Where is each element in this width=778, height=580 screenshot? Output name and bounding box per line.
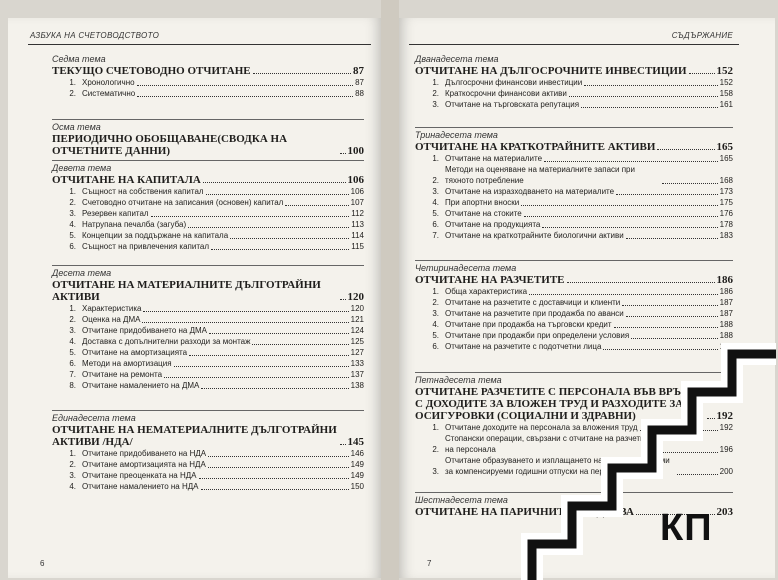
toc-entry <box>415 330 733 341</box>
leader-dots <box>614 327 718 328</box>
section-title-text: ОТЧИТАНЕ НА ДЪЛГОСРОЧНИТЕ ИНВЕСТИЦИИ <box>415 65 687 77</box>
entry-page-number: 161 <box>719 100 733 109</box>
section-title-text: ОТЧИТАНЕ НА КАПИТАЛА <box>52 174 201 186</box>
entry-number: 2. <box>432 89 439 98</box>
section-title-text: ОТЧИТАНЕ РАЗЧЕТИТЕ С ПЕРСОНАЛА ВЪВ ВРЪЗКА С ДОХОДИТЕ ЗА ВЛОЖЕН ТРУД И РАЗХОДИТЕ ЗА ОСИГУРОВКИ (СОЦИАЛНИ И ЗДРАВНИ) <box>415 386 703 422</box>
entry-page-number: 165 <box>719 154 733 163</box>
entry-label: Методи на оценяване на материалните запаси при тяхното потребление <box>445 165 635 185</box>
entry-page-number: 127 <box>350 348 364 357</box>
header-rule <box>409 44 739 45</box>
entry-number: 3. <box>432 309 439 318</box>
entry-label: Същност на собствения капитал <box>82 187 204 196</box>
entry-label: Отчитане на ремонта <box>82 370 163 379</box>
entry-number: 4. <box>69 482 76 491</box>
entry-label: Отчитане на амортизацията <box>82 348 188 357</box>
entry-label: Стопански операции, свързани с отчитане на разчетите на персонала <box>445 434 653 454</box>
section-page-number: 120 <box>347 291 364 303</box>
section-title-text: ПЕРИОДИЧНО ОБОБЩАВАНЕ(СВОДКА НА ОТЧЕТНИТЕ ДАННИ) <box>52 133 288 157</box>
leader-dots <box>230 238 349 239</box>
toc-section <box>52 265 364 391</box>
leader-dots <box>542 227 717 228</box>
toc-entry <box>52 470 364 481</box>
theme-label: Дванадесета тема <box>415 54 499 64</box>
running-head-right: СЪДЪРЖАНИЕ <box>671 31 733 40</box>
entry-page-number: 87 <box>355 78 364 87</box>
entry-number: 6. <box>69 359 76 368</box>
entry-page-number: 149 <box>350 471 364 480</box>
entry-label: Отчитане на търговската репутация <box>445 100 580 109</box>
entry-label: Отчитане на разчетите с подотчетни лица <box>445 342 602 351</box>
book-gutter <box>381 0 399 580</box>
entry-page-number: 200 <box>719 467 733 476</box>
entry-number: 1. <box>432 78 439 87</box>
entry-page-number: 115 <box>351 242 364 251</box>
entry-page-number: 138 <box>350 381 364 390</box>
entry-number: 5. <box>69 231 76 240</box>
leader-dots <box>137 96 353 97</box>
entry-number: 3. <box>432 100 439 109</box>
section-page-number: 106 <box>347 174 364 186</box>
entry-number: 7. <box>432 231 439 240</box>
entry-page-number: 146 <box>350 449 364 458</box>
theme-label: Девета тема <box>52 163 112 173</box>
entry-number: 2. <box>432 176 439 185</box>
toc-entry <box>52 481 364 492</box>
leader-dots <box>188 227 349 228</box>
entry-label: Отчитане на стоките <box>445 209 522 218</box>
toc-entry <box>52 369 364 380</box>
entry-label: Счетоводно отчитане на записания (основен) капитал <box>82 198 284 207</box>
section-title-text: ОТЧИТАНЕ НА НЕМАТЕРИАЛНИТЕ ДЪЛГОТРАЙНИ АКТИВИ /НДА/ <box>52 424 337 448</box>
entry-number: 5. <box>432 331 439 340</box>
entry-number: 5. <box>69 348 76 357</box>
entry-number: 2. <box>432 445 439 454</box>
entry-label: Отчитане придобиването на ДМА <box>82 326 208 335</box>
entry-label: Краткосрочни финансови активи <box>445 89 567 98</box>
toc-entry <box>52 303 364 314</box>
entry-page-number: 133 <box>350 359 364 368</box>
entry-number: 1. <box>432 154 439 163</box>
toc-entry <box>52 358 364 369</box>
leader-dots <box>201 388 348 389</box>
toc-entry <box>415 219 733 230</box>
entry-number: 1. <box>432 287 439 296</box>
entry-label: Отчитане на изразходването на материалите <box>445 187 615 196</box>
section-divider <box>52 410 364 411</box>
entry-page-number: 187 <box>719 309 733 318</box>
leader-dots <box>143 311 348 312</box>
leader-dots <box>529 294 718 295</box>
entry-number: 5. <box>432 209 439 218</box>
entry-number: 7. <box>69 370 76 379</box>
toc-entry <box>52 314 364 325</box>
entry-number: 6. <box>432 342 439 351</box>
toc-section <box>52 410 364 492</box>
entry-page-number: 186 <box>719 287 733 296</box>
theme-label: Единадесета тема <box>52 413 136 423</box>
entry-page-number: 188 <box>719 320 733 329</box>
toc-section <box>52 119 364 157</box>
entry-number: 3. <box>69 326 76 335</box>
entry-page-number: 121 <box>350 315 364 324</box>
toc-entry <box>415 230 733 241</box>
entry-label: Отчитане на разчетите при продажба по аванси <box>445 309 624 318</box>
entry-page-number: 114 <box>351 231 364 240</box>
toc-entry <box>415 208 733 219</box>
toc-entry <box>52 459 364 470</box>
entry-page-number: 188 <box>719 331 733 340</box>
entry-number: 2. <box>69 198 76 207</box>
entry-page-number: 107 <box>350 198 364 207</box>
entry-page-number: 125 <box>350 337 364 346</box>
toc-entry <box>415 286 733 297</box>
section-divider <box>52 265 364 266</box>
leader-dots <box>521 205 717 206</box>
entry-page-number: 149 <box>350 460 364 469</box>
leader-dots <box>199 478 349 479</box>
theme-label: Осма тема <box>52 122 101 132</box>
leader-dots <box>252 344 348 345</box>
section-title <box>52 279 364 303</box>
entry-page-number: 168 <box>719 176 733 185</box>
entry-label: Отчитане амортизацията на НДА <box>82 460 206 469</box>
entry-label: Концепции за поддържане на капитала <box>82 231 229 240</box>
entry-label: Отчитане намалението на НДА <box>82 482 199 491</box>
entry-page-number: 189 <box>719 342 733 351</box>
section-title <box>52 65 364 77</box>
entry-page-number: 175 <box>719 198 733 207</box>
toc-entry <box>52 77 364 88</box>
leader-dots <box>164 377 349 378</box>
toc-entry <box>415 164 733 186</box>
section-title <box>52 133 364 157</box>
toc-entry <box>52 88 364 99</box>
toc-entry <box>415 99 733 110</box>
toc-section <box>52 54 364 99</box>
left-page <box>8 18 381 578</box>
entry-page-number: 196 <box>719 445 733 454</box>
section-title-text: ТЕКУЩО СЧЕТОВОДНО ОТЧИТАНЕ <box>52 65 251 77</box>
entry-number: 8. <box>69 381 76 390</box>
leader-dots <box>626 238 718 239</box>
section-page-number: 192 <box>716 410 733 422</box>
entry-label: Резервен капитал <box>82 209 149 218</box>
section-title <box>415 274 733 286</box>
entry-number: 3. <box>432 467 439 476</box>
page-number: 6 <box>40 559 45 568</box>
toc-section <box>415 260 733 352</box>
section-title-text: ОТЧИТАНЕ НА ПАРИЧНИТЕ СРЕДСТВА <box>415 506 634 518</box>
entry-label: Дългосрочни финансови инвестиции <box>445 78 583 87</box>
leader-dots <box>524 216 718 217</box>
entry-label: Оценка на ДМА <box>82 315 141 324</box>
entry-label: Отчитане на разчетите с доставчици и клиенти <box>445 298 621 307</box>
toc-entry <box>52 241 364 252</box>
leader-dots <box>209 333 349 334</box>
entry-number: 3. <box>69 209 76 218</box>
entry-label: Отчитане намалението на ДМА <box>82 381 200 390</box>
theme-label: Десета тема <box>52 268 112 278</box>
toc-entry <box>52 448 364 459</box>
entry-label: Методи на амортизация <box>82 359 172 368</box>
entry-label: Отчитане на материалите <box>445 154 543 163</box>
leader-dots <box>622 305 717 306</box>
entry-page-number: 158 <box>719 89 733 98</box>
entry-label: Натрупана печалба (загуба) <box>82 220 187 229</box>
entry-number: 6. <box>432 220 439 229</box>
section-divider <box>52 160 364 161</box>
entry-page-number: 112 <box>351 209 364 218</box>
toc-section <box>415 127 733 241</box>
section-title <box>415 141 733 153</box>
entry-label: Характеристика <box>82 304 142 313</box>
leader-dots <box>616 194 718 195</box>
entry-label: Същност на привлечения капитал <box>82 242 210 251</box>
section-page-number: 87 <box>353 65 364 77</box>
running-head-left: АЗБУКА НА СЧЕТОВОДСТВОТО <box>30 31 160 40</box>
leader-dots <box>544 161 718 162</box>
entry-label: Отчитане на краткотрайните биологични активи <box>445 231 624 240</box>
entry-label: Отчитане при продажби при определени условия <box>445 331 630 340</box>
leader-dots <box>285 205 348 206</box>
leader-dots <box>151 216 350 217</box>
leader-dots <box>174 366 349 367</box>
entry-number: 1. <box>69 449 76 458</box>
leader-dots <box>340 444 346 445</box>
toc-entry <box>415 297 733 308</box>
entry-number: 1. <box>69 187 76 196</box>
entry-number: 4. <box>432 320 439 329</box>
leader-dots <box>340 299 346 300</box>
section-page-number: 203 <box>716 506 733 518</box>
entry-page-number: 176 <box>719 209 733 218</box>
entry-number: 2. <box>69 460 76 469</box>
entry-page-number: 88 <box>355 89 364 98</box>
toc-entry <box>52 208 364 219</box>
leader-dots <box>211 249 349 250</box>
toc-entry <box>415 88 733 99</box>
leader-dots <box>201 489 349 490</box>
entry-number: 2. <box>432 298 439 307</box>
section-title-text: ОТЧИТАНЕ НА МАТЕРИАЛНИТЕ ДЪЛГОТРАЙНИ АКТИВИ <box>52 279 321 303</box>
leader-dots <box>208 467 349 468</box>
leader-dots <box>567 282 715 283</box>
toc-entry <box>415 77 733 88</box>
leader-dots <box>626 316 718 317</box>
entry-number: 3. <box>69 471 76 480</box>
entry-number: 6. <box>69 242 76 251</box>
entry-page-number: 173 <box>719 187 733 196</box>
entry-label: Доставка с допълнителни разходи за монтаж <box>82 337 251 346</box>
entry-label: Отчитане на продукцията <box>445 220 541 229</box>
toc-entry <box>415 319 733 330</box>
entry-number: 1. <box>432 423 439 432</box>
toc-section <box>415 54 733 110</box>
leader-dots <box>208 456 349 457</box>
leader-dots <box>253 73 351 74</box>
section-page-number: 165 <box>716 141 733 153</box>
entry-page-number: 120 <box>350 304 364 313</box>
toc-entry <box>52 230 364 241</box>
entry-label: Обща характеристика <box>445 287 528 296</box>
theme-label: Седма тема <box>52 54 106 64</box>
section-page-number: 186 <box>716 274 733 286</box>
leader-dots <box>203 182 346 183</box>
section-page-number: 145 <box>347 436 364 448</box>
section-page-number: 100 <box>347 145 364 157</box>
entry-label: Отчитане при продажба на търговски кредит <box>445 320 612 329</box>
entry-page-number: 113 <box>351 220 364 229</box>
entry-number: 1. <box>69 78 76 87</box>
toc-entry <box>415 186 733 197</box>
entry-page-number: 183 <box>719 231 733 240</box>
leader-dots <box>137 85 354 86</box>
entry-number: 2. <box>69 89 76 98</box>
entry-page-number: 178 <box>719 220 733 229</box>
entry-number: 3. <box>432 187 439 196</box>
leader-dots <box>189 355 349 356</box>
leader-dots <box>581 107 718 108</box>
entry-label: Отчитане доходите на персонала за вложения труд <box>445 423 638 432</box>
entry-page-number: 187 <box>719 298 733 307</box>
toc-entry <box>52 347 364 358</box>
entry-label: Хронологично <box>82 78 135 87</box>
entry-number: 4. <box>432 198 439 207</box>
leader-dots <box>662 183 718 184</box>
theme-label: Шестнадесета тема <box>415 495 508 505</box>
entry-page-number: 137 <box>350 370 364 379</box>
section-title <box>415 65 733 77</box>
toc-entry <box>415 153 733 164</box>
entry-number: 4. <box>69 220 76 229</box>
entry-label: Систематично <box>82 89 136 98</box>
toc-entry <box>52 336 364 347</box>
leader-dots <box>689 73 715 74</box>
entry-label: Отчитане образуването и изплащането на провизии за суми за компенсируеми годишни отпуски на персонала <box>445 456 670 476</box>
toc-entry <box>52 197 364 208</box>
section-title <box>52 174 364 186</box>
section-title <box>52 424 364 448</box>
theme-label: Четиринадесета тема <box>415 263 517 273</box>
section-divider <box>415 260 733 261</box>
section-page-number: 152 <box>716 65 733 77</box>
leader-dots <box>631 338 717 339</box>
entry-page-number: 124 <box>350 326 364 335</box>
toc-entry <box>52 380 364 391</box>
toc-entry <box>52 325 364 336</box>
toc-section <box>52 160 364 252</box>
entry-page-number: 106 <box>350 187 364 196</box>
entry-page-number: 152 <box>719 78 733 87</box>
theme-label: Петнадесета тема <box>415 375 502 385</box>
toc-entry <box>52 186 364 197</box>
toc-entry <box>415 197 733 208</box>
entry-page-number: 192 <box>719 423 733 432</box>
leader-dots <box>569 96 718 97</box>
section-title-text: ОТЧИТАНЕ НА РАЗЧЕТИТЕ <box>415 274 565 286</box>
section-divider <box>415 127 733 128</box>
page-number: 7 <box>427 559 432 568</box>
watermark-logo-text: КП <box>660 507 713 549</box>
toc-entry <box>415 308 733 319</box>
entry-label: Отчитане преоценката на НДА <box>82 471 197 480</box>
leader-dots <box>340 153 346 154</box>
section-divider <box>52 119 364 120</box>
entry-label: При апортни вноски <box>445 198 520 207</box>
entry-label: Отчитане придобиването на НДА <box>82 449 207 458</box>
entry-number: 1. <box>69 304 76 313</box>
section-title-text: ОТЧИТАНЕ НА КРАТКОТРАЙНИТЕ АКТИВИ <box>415 141 656 153</box>
entry-page-number: 150 <box>350 482 364 491</box>
entry-number: 2. <box>69 315 76 324</box>
leader-dots <box>206 194 349 195</box>
entry-number: 4. <box>69 337 76 346</box>
header-rule <box>28 44 371 45</box>
stair-watermark-icon <box>518 342 778 580</box>
leader-dots <box>142 322 348 323</box>
theme-label: Тринадесета тема <box>415 130 498 140</box>
leader-dots <box>584 85 717 86</box>
leader-dots <box>657 149 714 150</box>
toc-entry <box>52 219 364 230</box>
